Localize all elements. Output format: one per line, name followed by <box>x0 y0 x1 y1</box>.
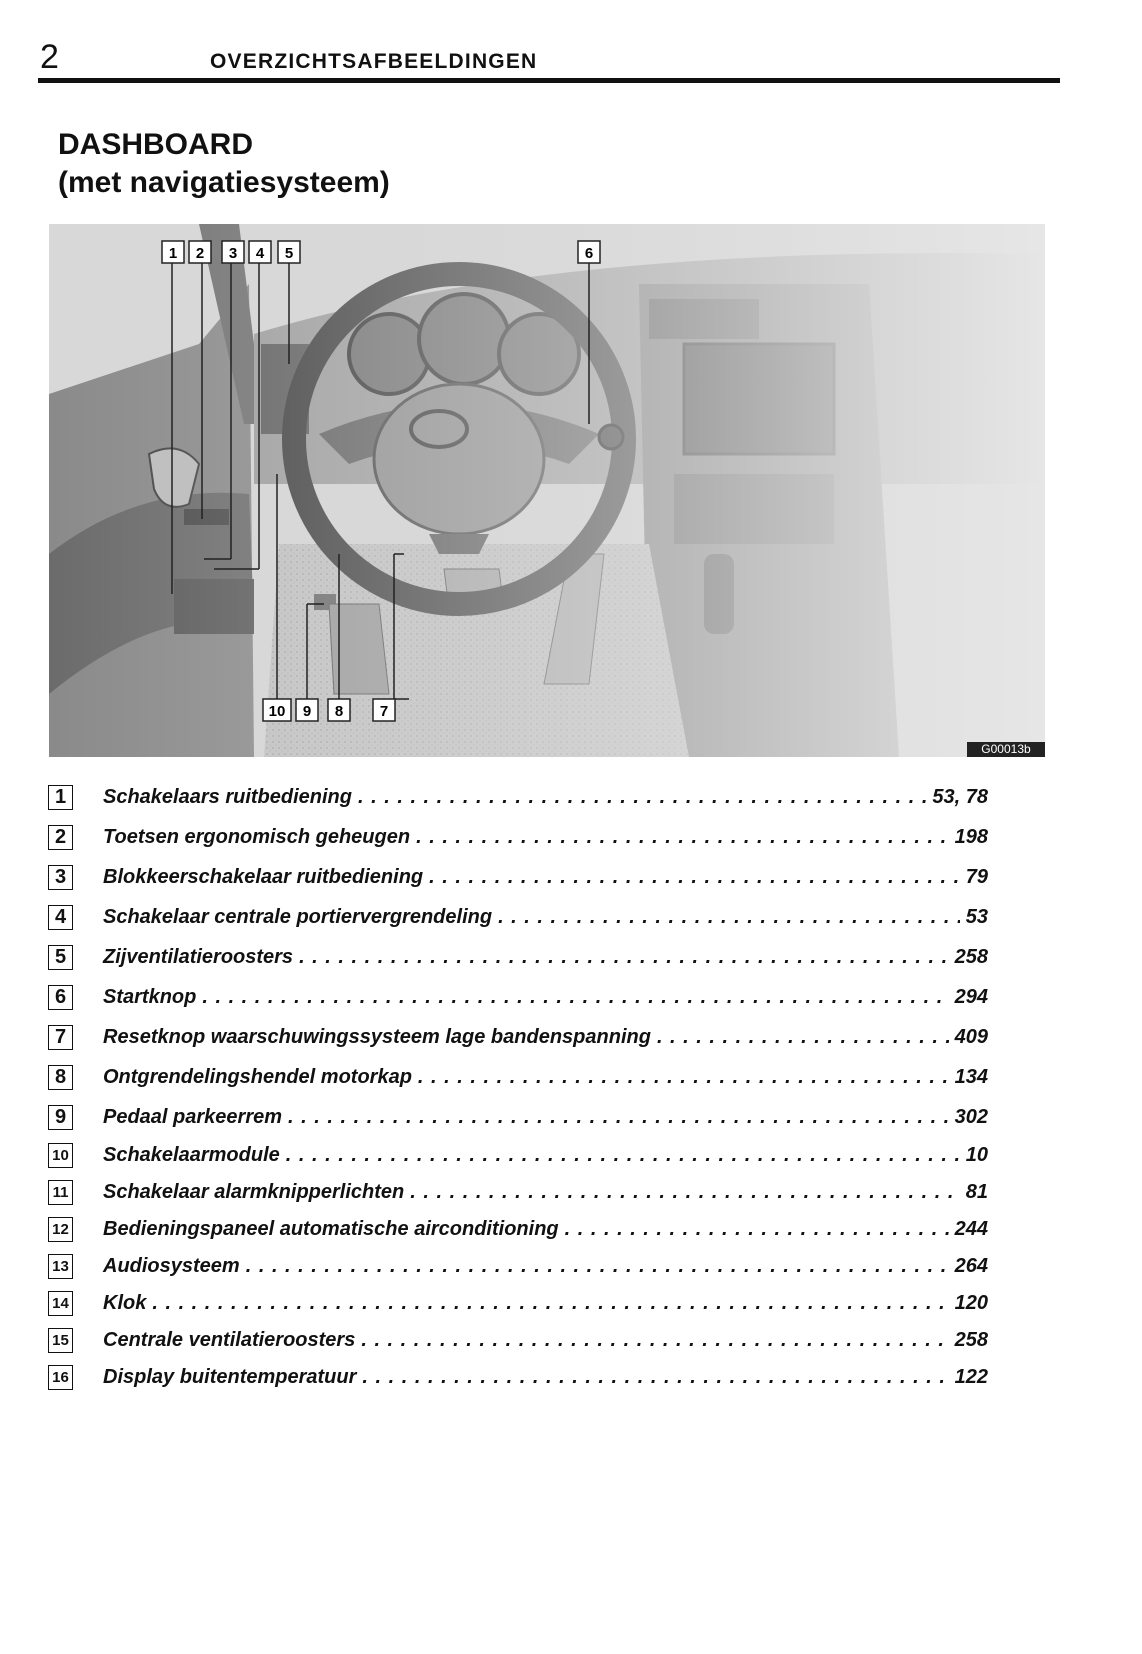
section-title: OVERZICHTSAFBEELDINGEN <box>210 50 538 73</box>
list-item <box>48 1024 988 1050</box>
callout-2: 2 <box>195 245 205 262</box>
item-page: 198 <box>954 825 988 848</box>
list-item <box>48 904 988 930</box>
callout-7: 7 <box>379 703 389 720</box>
item-label: Schakelaarmodule <box>103 1143 280 1166</box>
item-page: 244 <box>954 1217 988 1240</box>
leader-dots <box>358 787 926 807</box>
item-label: Schakelaar alarmknipperlichten <box>103 1180 405 1203</box>
item-label: Display buitentemperatuur <box>103 1365 357 1388</box>
list-item <box>48 1104 988 1130</box>
item-number: 7 <box>48 1025 73 1050</box>
item-page: 258 <box>954 1328 988 1351</box>
leader-dots <box>202 987 948 1007</box>
leader-dots <box>657 1027 949 1047</box>
callout-8: 8 <box>334 703 344 720</box>
item-label: Klok <box>103 1291 147 1314</box>
callout-5: 5 <box>284 245 294 262</box>
list-item <box>48 1179 988 1205</box>
dashboard-figure <box>49 224 1045 757</box>
item-number: 13 <box>48 1254 73 1279</box>
leader-dots <box>418 1067 949 1087</box>
item-page: 10 <box>965 1143 988 1166</box>
callout-1: 1 <box>168 245 178 262</box>
item-label: Startknop <box>103 985 197 1008</box>
item-label: Zijventilatieroosters <box>103 945 294 968</box>
item-label: Schakelaars ruitbediening <box>103 785 352 808</box>
item-page: 122 <box>954 1365 988 1388</box>
item-number: 5 <box>48 945 73 970</box>
leader-dots <box>429 867 960 887</box>
item-page: 258 <box>954 945 988 968</box>
item-page: 134 <box>954 1065 988 1088</box>
item-number: 10 <box>48 1143 73 1168</box>
list-item <box>48 1253 988 1279</box>
item-label: Pedaal parkeerrem <box>103 1105 283 1128</box>
item-page: 409 <box>954 1025 988 1048</box>
callout-3: 3 <box>228 245 238 262</box>
leader-dots <box>565 1219 949 1239</box>
figure-code: G00013b <box>967 742 1045 757</box>
leader-dots <box>416 827 949 847</box>
leader-dots <box>288 1107 949 1127</box>
item-page: 79 <box>965 865 988 888</box>
leader-dots <box>152 1293 948 1313</box>
item-number: 11 <box>48 1180 73 1205</box>
item-number: 1 <box>48 785 73 810</box>
list-item <box>48 984 988 1010</box>
leader-dots <box>362 1367 948 1387</box>
list-item <box>48 1064 988 1090</box>
item-label: Centrale ventilatieroosters <box>103 1328 356 1351</box>
leader-dots <box>299 947 949 967</box>
item-number: 16 <box>48 1365 73 1390</box>
callout-4: 4 <box>255 245 265 262</box>
item-label: Blokkeerschakelaar ruitbediening <box>103 865 424 888</box>
header-rule <box>38 78 1060 83</box>
callout-6: 6 <box>584 245 594 262</box>
item-label: Resetknop waarschuwingssysteem lage bandenspanning <box>103 1025 651 1048</box>
leader-dots <box>246 1256 949 1276</box>
leader-dots <box>286 1145 960 1165</box>
leader-dots <box>361 1330 948 1350</box>
item-number: 4 <box>48 905 73 930</box>
item-page: 120 <box>954 1291 988 1314</box>
item-page: 302 <box>954 1105 988 1128</box>
page-number: 2 <box>40 38 59 76</box>
item-label: Ontgrendelingshendel motorkap <box>103 1065 412 1088</box>
item-page: 53, 78 <box>932 785 988 808</box>
callouts-bottom <box>263 699 395 721</box>
item-number: 6 <box>48 985 73 1010</box>
list-item <box>48 1216 988 1242</box>
list-item <box>48 1290 988 1316</box>
page-title-line-2: (met navigatiesysteem) <box>58 166 390 199</box>
item-number: 9 <box>48 1105 73 1130</box>
list-item <box>48 1142 988 1168</box>
item-page: 81 <box>965 1180 988 1203</box>
item-number: 3 <box>48 865 73 890</box>
callout-10: 10 <box>268 703 286 720</box>
callout-9: 9 <box>302 703 312 720</box>
item-page: 294 <box>954 985 988 1008</box>
list-item <box>48 1364 988 1390</box>
item-number: 12 <box>48 1217 73 1242</box>
item-label: Toetsen ergonomisch geheugen <box>103 825 411 848</box>
list-item <box>48 944 988 970</box>
list-item <box>48 784 988 810</box>
item-label: Schakelaar centrale portiervergrendeling <box>103 905 493 928</box>
leader-dots <box>498 907 960 927</box>
item-number: 15 <box>48 1328 73 1353</box>
list-item <box>48 864 988 890</box>
item-number: 14 <box>48 1291 73 1316</box>
item-number: 8 <box>48 1065 73 1090</box>
leader-dots <box>410 1182 960 1202</box>
item-number: 2 <box>48 825 73 850</box>
item-page: 264 <box>954 1254 988 1277</box>
item-label: Audiosysteem <box>103 1254 240 1277</box>
item-page: 53 <box>965 905 988 928</box>
dashboard-illustration <box>49 224 1045 757</box>
list-item <box>48 824 988 850</box>
item-label: Bedieningspaneel automatische airconditioning <box>103 1217 559 1240</box>
page-title-line-1: DASHBOARD <box>58 128 253 161</box>
list-item <box>48 1327 988 1353</box>
